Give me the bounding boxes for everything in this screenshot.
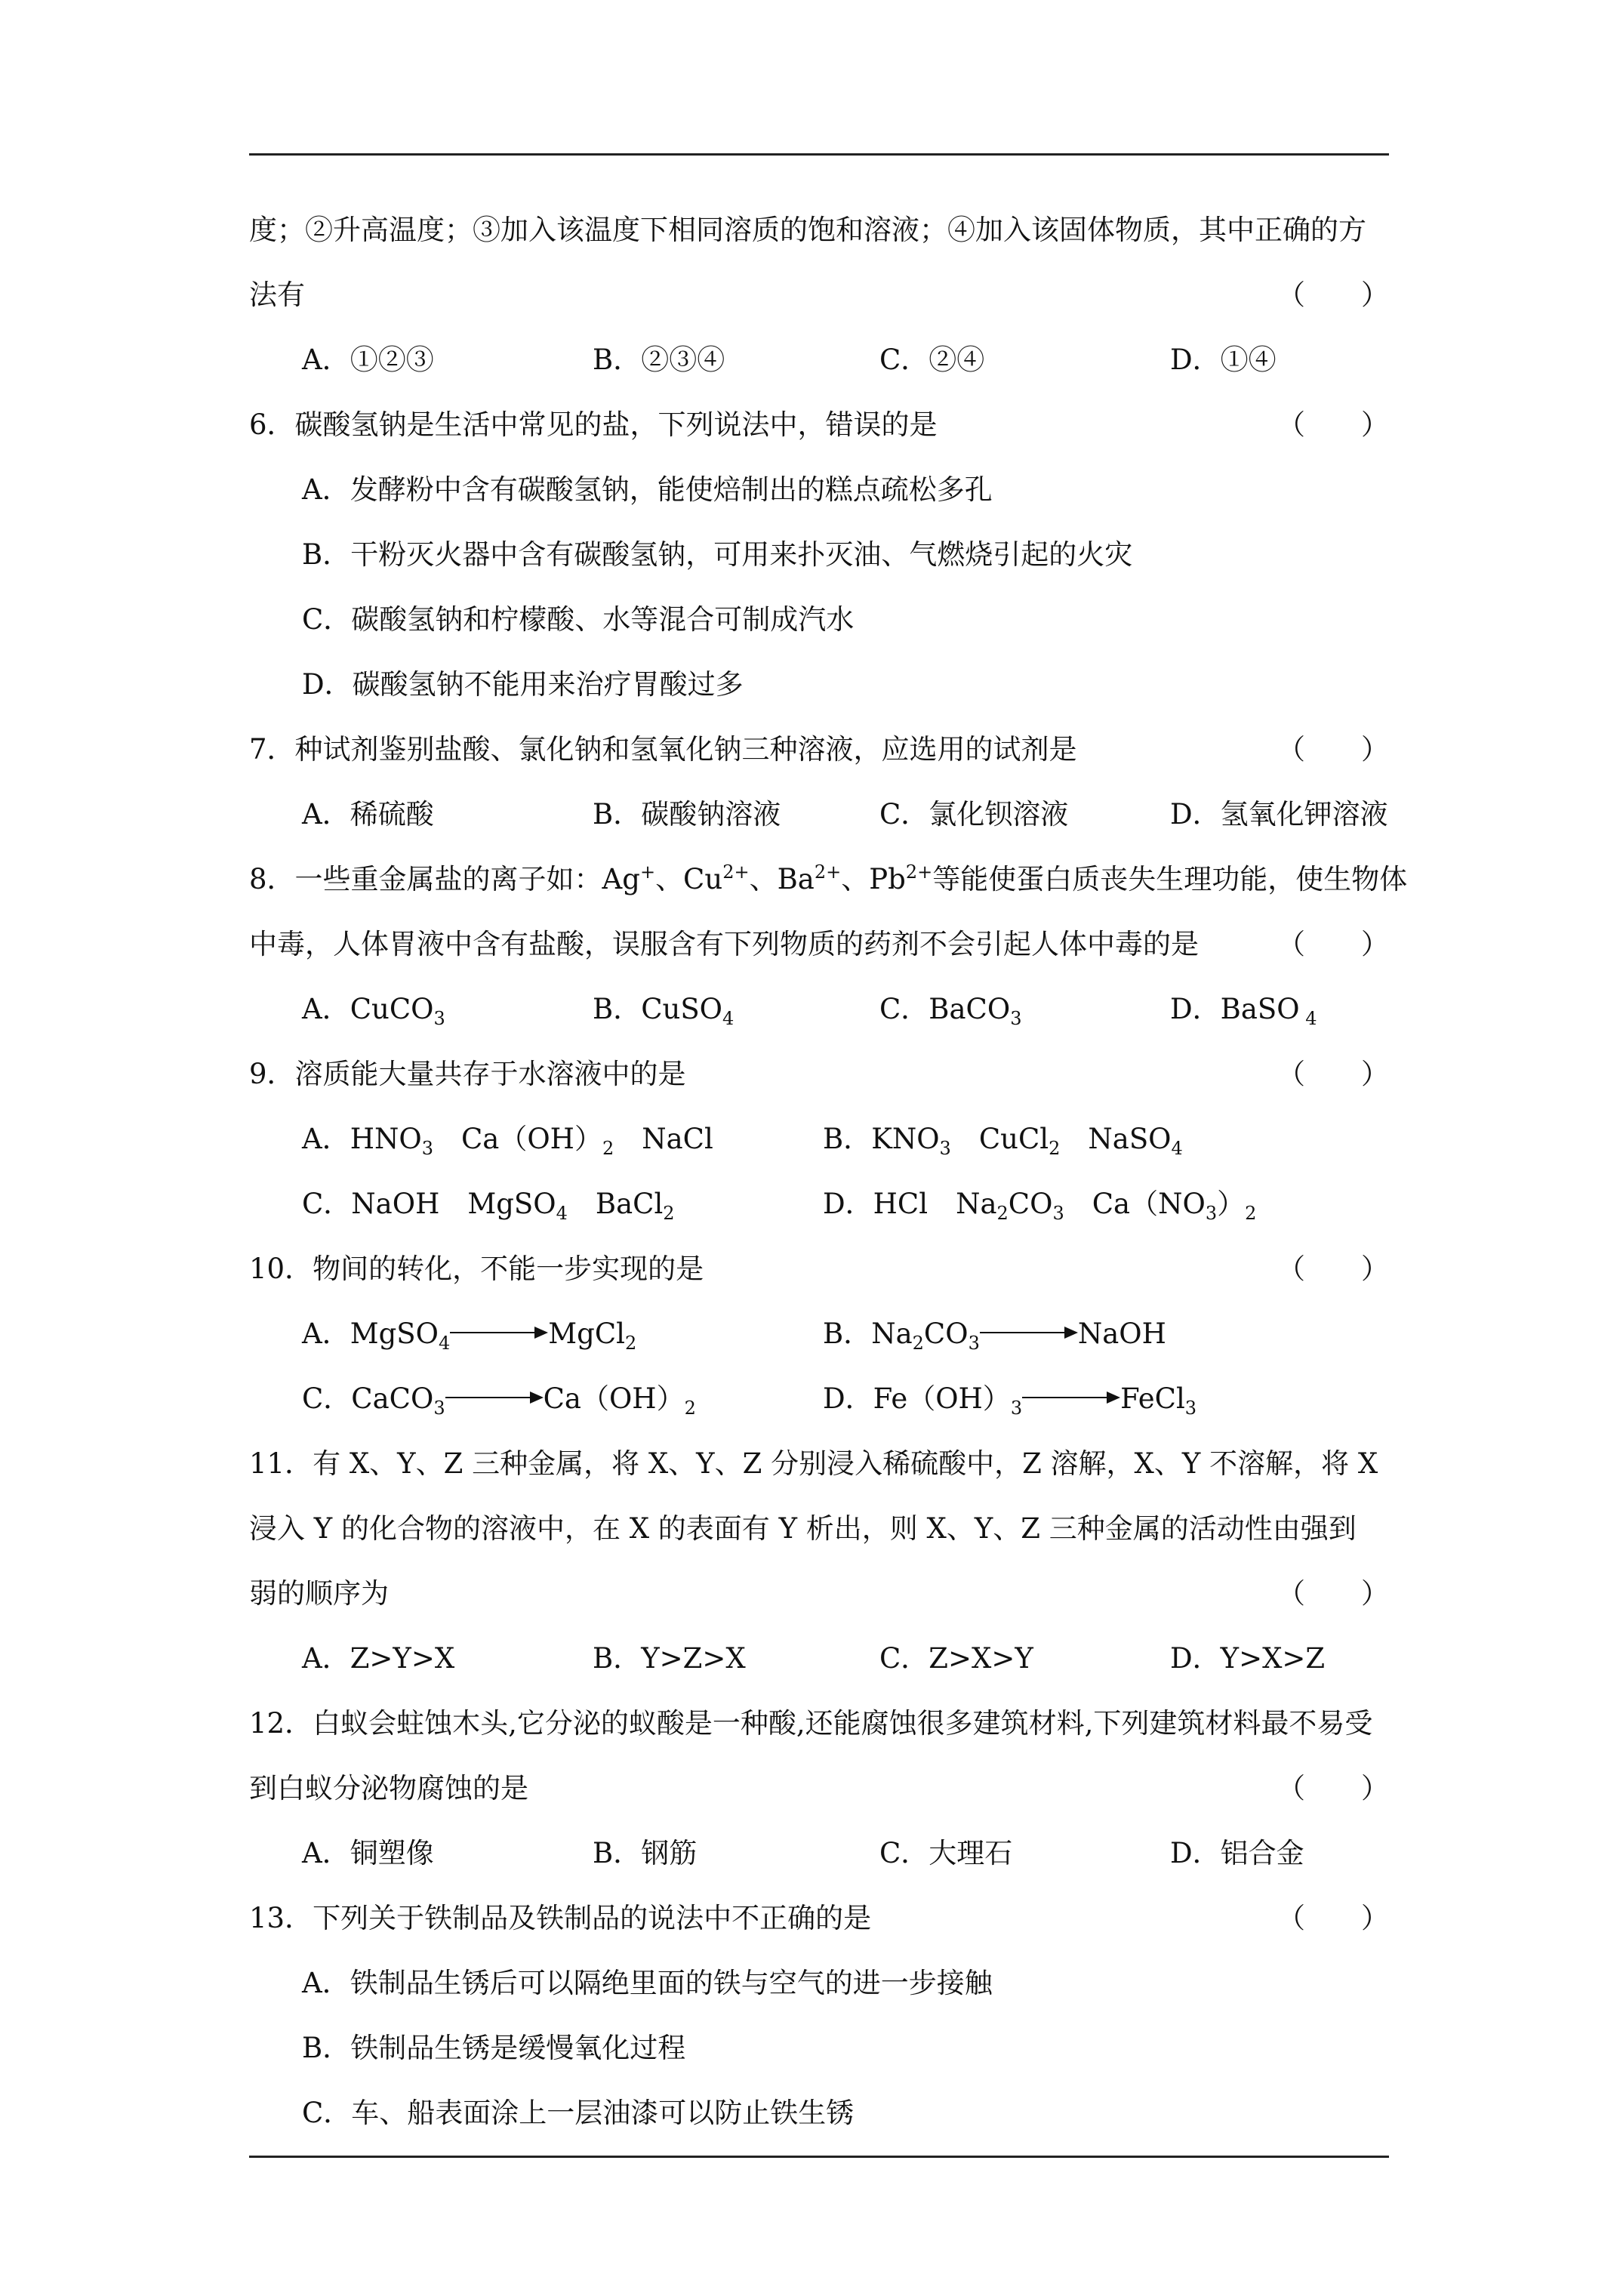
answer-paren: （ ） xyxy=(1277,408,1389,441)
ion-charge: + xyxy=(639,861,656,883)
arrow-icon xyxy=(450,1325,548,1340)
q5-text-2: 法有 xyxy=(249,279,305,311)
answer-paren: （ ） xyxy=(1277,1772,1389,1804)
q12-text-2: 到白蚁分泌物腐蚀的是 xyxy=(249,1772,528,1804)
option-d: D．碳酸氢钠不能用来治疗胃酸过多 xyxy=(302,668,744,701)
q11-text: 11．有 X、Y、Z 三种金属，将 X、Y、Z 分别浸入稀硫酸中，Z 溶解，X、Y 不溶解，将 X xyxy=(249,1447,1378,1480)
ion-charge: 2+ xyxy=(722,861,750,883)
q10-options-ab xyxy=(302,1302,1389,1367)
option-a: A．发酵粉中含有碳酸氢钠，能使焙制出的糕点疏松多孔 xyxy=(302,473,993,506)
option-a: A．稀硫酸 xyxy=(302,798,434,831)
option-a: A．①②③ xyxy=(302,344,434,376)
footer-rule xyxy=(249,2156,1389,2158)
q5-text: 度；②升高温度；③加入该温度下相同溶质的饱和溶液；④加入该固体物质，其中正确的方 xyxy=(249,214,1366,246)
option-d: D．HCl $Na_2CO_3$ $Ca(NO_3)_2$ xyxy=(823,1188,1257,1224)
answer-paren: （ ） xyxy=(1277,1058,1389,1090)
option-d: D．Y>X>Z xyxy=(1170,1642,1326,1675)
answer-paren: （ ） xyxy=(1277,928,1389,960)
option-a: A．MgSO$_4$ MgCl$_2$ xyxy=(302,1318,637,1354)
q5-line1 xyxy=(249,198,1389,263)
answer-paren: （ ） xyxy=(1277,279,1389,311)
q6-option-d xyxy=(302,652,1389,717)
q5-line2 xyxy=(249,263,1389,328)
q10-stem xyxy=(249,1237,1389,1302)
option-c: C．CaCO$_3$ $Ca(OH)_2$ xyxy=(302,1382,696,1419)
q11-text-3: 弱的顺序为 xyxy=(249,1577,389,1610)
option-b: B．碳酸钠溶液 xyxy=(593,798,781,831)
q12-text: 12．白蚁会蛀蚀木头,它分泌的蚁酸是一种酸,还能腐蚀很多建筑材料,下列建筑材料最不易受 xyxy=(249,1707,1373,1740)
q6-text: 6．碳酸氢钠是生活中常见的盐，下列说法中，错误的是 xyxy=(249,408,938,441)
q9-text: 9．溶质能大量共存于水溶液中的是 xyxy=(249,1058,686,1090)
answer-paren: （ ） xyxy=(1277,733,1389,766)
q10-text: 10．物间的转化，不能一步实现的是 xyxy=(249,1253,704,1285)
option-a: A．铁制品生锈后可以隔绝里面的铁与空气的进一步接触 xyxy=(302,1967,993,1999)
answer-paren: （ ） xyxy=(1277,1577,1389,1610)
option-d: D．①④ xyxy=(1170,344,1277,376)
q13-text: 13．下列关于铁制品及铁制品的说法中不正确的是 xyxy=(249,1902,872,1934)
q8-text: 等能使蛋白质丧失生理功能，使生物体 xyxy=(932,863,1408,895)
q13-option-a xyxy=(302,1951,1389,2016)
q8-text: 、Ba xyxy=(749,863,815,895)
answer-paren: （ ） xyxy=(1277,1253,1389,1285)
q10-options-cd xyxy=(302,1367,1389,1432)
q7-stem xyxy=(249,717,1389,782)
arrow-icon xyxy=(980,1325,1078,1340)
option-d: D．铝合金 xyxy=(1170,1837,1304,1869)
option-a: A．铜塑像 xyxy=(302,1837,434,1869)
q11-line1 xyxy=(249,1432,1389,1496)
option-c: C．碳酸氢钠和柠檬酸、水等混合可制成汽水 xyxy=(302,603,855,636)
q7-options xyxy=(302,782,1389,847)
ion-charge: 2+ xyxy=(905,861,933,883)
option-c: C．车、船表面涂上一层油漆可以防止铁生锈 xyxy=(302,2097,855,2129)
q6-option-b xyxy=(302,522,1389,587)
q8-text: 8．一些重金属盐的离子如：Ag xyxy=(249,863,640,895)
option-d: D．BaSO $_4$ xyxy=(1170,993,1317,1029)
option-a: A．Z>Y>X xyxy=(302,1642,455,1675)
q5-options xyxy=(302,328,1389,393)
arrow-icon xyxy=(1022,1390,1120,1405)
option-b: B．干粉灭火器中含有碳酸氢钠，可用来扑灭油、气燃烧引起的火灾 xyxy=(302,538,1133,571)
option-d: D．$Fe(OH)_3$ FeCl$_3$ xyxy=(823,1382,1197,1419)
answer-paren: （ ） xyxy=(1277,1902,1389,1934)
q11-options xyxy=(302,1626,1389,1691)
q8-options xyxy=(302,977,1389,1042)
q13-stem xyxy=(249,1886,1389,1951)
q6-option-a xyxy=(302,458,1389,522)
option-c: C．Z>X>Y xyxy=(879,1642,1033,1675)
option-b: B．钢筋 xyxy=(593,1837,698,1869)
option-d: D．氢氧化钾溶液 xyxy=(1170,798,1388,831)
option-b: B．$Na_2CO_3$ NaOH xyxy=(823,1318,1166,1354)
q7-text: 7．种试剂鉴别盐酸、氯化钠和氢氧化钠三种溶液，应选用的试剂是 xyxy=(249,733,1077,766)
q6-option-c xyxy=(302,587,1389,652)
option-b: B．Y>Z>X xyxy=(593,1642,746,1675)
option-c: C．NaOH MgSO$_4$ BaCl$_2$ xyxy=(302,1188,675,1224)
arrow-icon xyxy=(445,1390,544,1405)
option-b: B．铁制品生锈是缓慢氧化过程 xyxy=(302,2032,686,2064)
option-a: A．$HNO_3$ $Ca(OH)_2$ NaCl xyxy=(302,1123,713,1159)
q12-line2 xyxy=(249,1756,1389,1821)
option-c: C．氯化钡溶液 xyxy=(879,798,1069,831)
ion-charge: 2+ xyxy=(814,861,842,883)
q8-text: 、Cu xyxy=(655,863,723,895)
header-rule xyxy=(249,153,1389,156)
q13-option-b xyxy=(302,2016,1389,2081)
q6-stem xyxy=(249,393,1389,458)
option-c: C．BaCO$_3$ xyxy=(879,993,1022,1029)
q9-options-cd xyxy=(302,1172,1389,1237)
q9-stem xyxy=(249,1042,1389,1107)
q11-text-2: 浸入 Y 的化合物的溶液中，在 X 的表面有 Y 析出，则 X、Y、Z 三种金属的活动性由强到 xyxy=(249,1512,1357,1545)
option-c: C．大理石 xyxy=(879,1837,1013,1869)
q8-text-2: 中毒，人体胃液中含有盐酸，误服含有下列物质的药剂不会引起人体中毒的是 xyxy=(249,928,1199,960)
q8-line2 xyxy=(249,912,1389,977)
q11-line2 xyxy=(249,1496,1389,1561)
q12-line1 xyxy=(249,1691,1389,1756)
q8-stem xyxy=(249,847,1408,912)
q11-line3 xyxy=(249,1561,1389,1626)
option-a: A．CuCO$_3$ xyxy=(302,993,445,1029)
option-c: C．②④ xyxy=(879,344,985,376)
option-b: B．②③④ xyxy=(593,344,725,376)
q9-options-ab xyxy=(302,1107,1389,1172)
q12-options xyxy=(302,1821,1389,1886)
q8-text: 、Pb xyxy=(841,863,906,895)
q13-option-c xyxy=(302,2081,1389,2146)
option-b: B．CuSO$_4$ xyxy=(593,993,735,1029)
option-b: B．$KNO_3$ CuCl$_2$ NaSO$_4$ xyxy=(823,1123,1183,1159)
